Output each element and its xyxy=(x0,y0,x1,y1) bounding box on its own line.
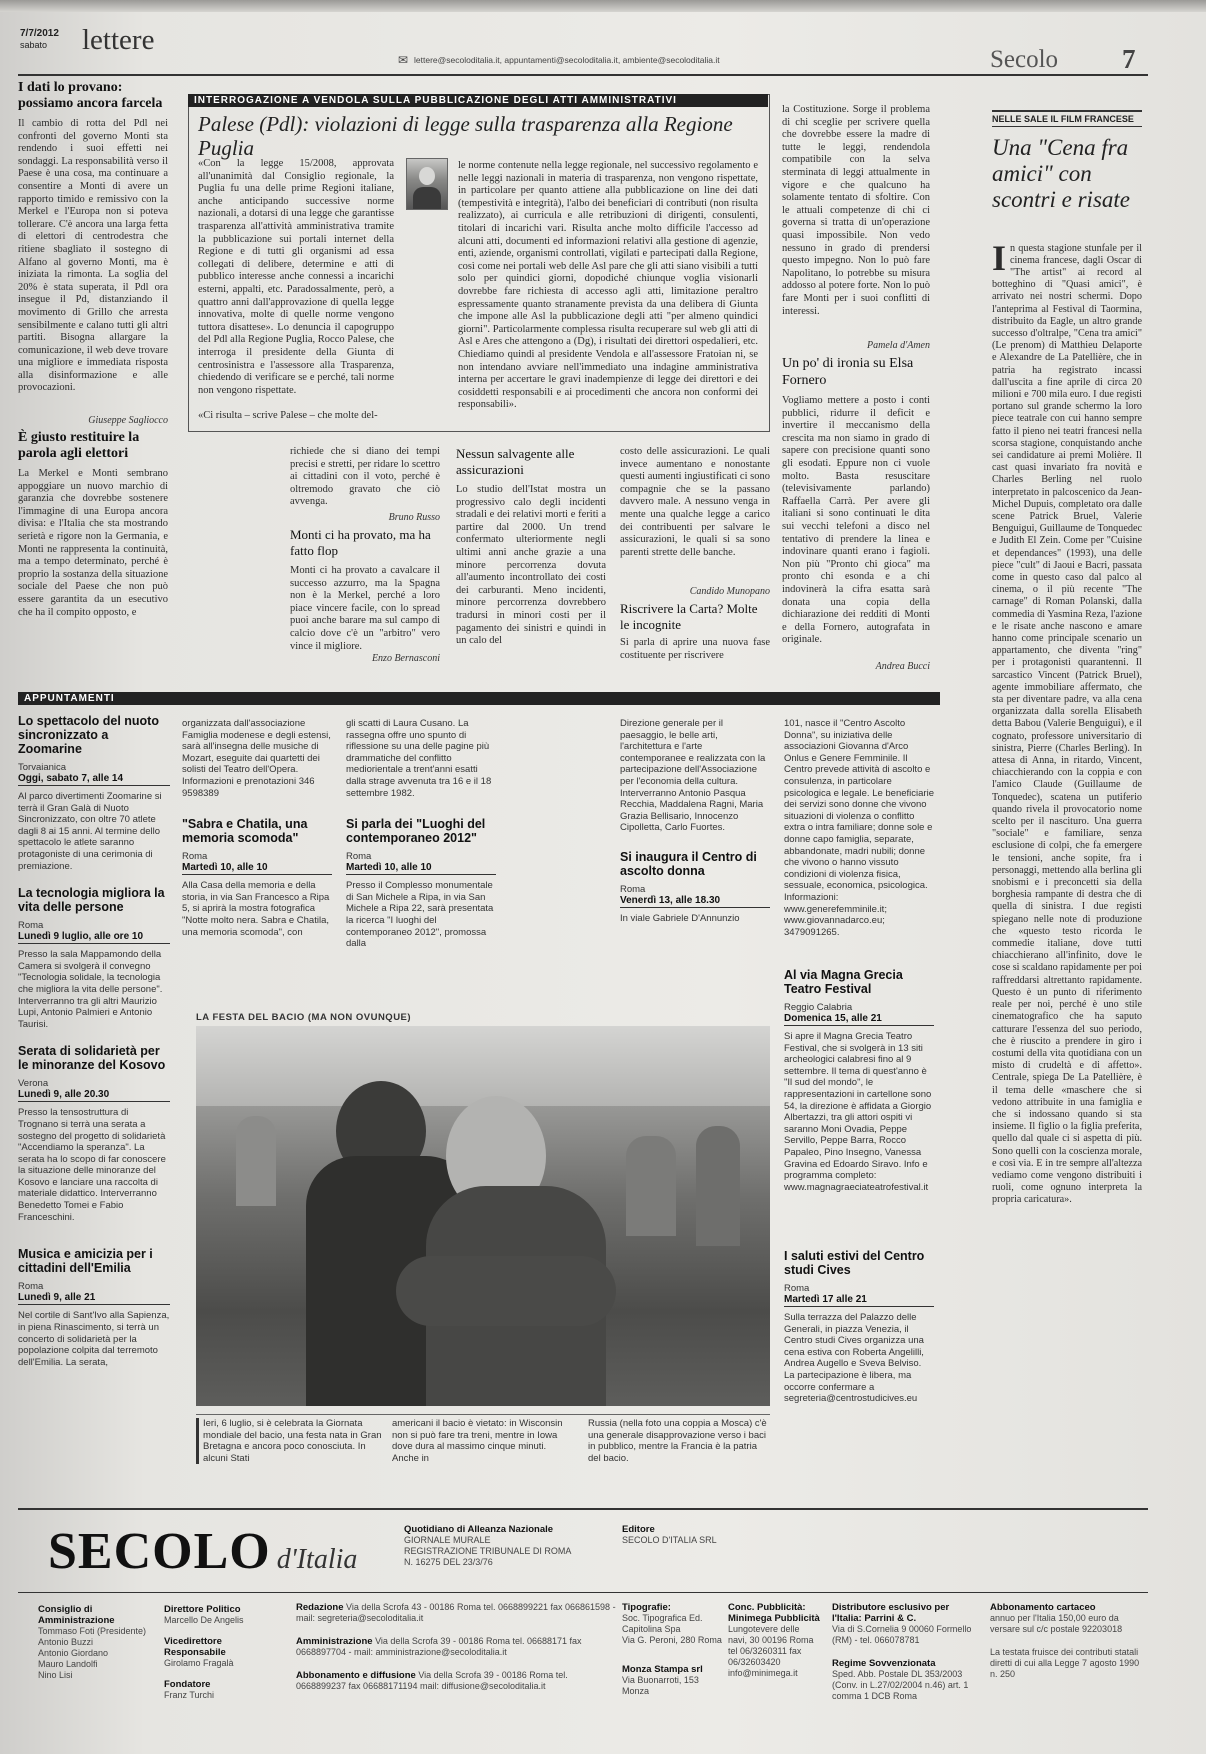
footer-amministrazione-block xyxy=(296,1636,616,1658)
footer-ammin-value: Via della Scrofa 39 - 00186 Roma tel. 06688171 fax 0668897704 - mail: amministrazione@secoloditalia.it xyxy=(296,1636,582,1657)
footer-vice-value: Girolamo Fragalà xyxy=(164,1658,234,1668)
film-title: Una "Cena fra amici" con scontri e risate xyxy=(992,134,1130,212)
mail-icon: ✉ xyxy=(398,53,409,67)
lower-col2-body: Lo studio dell'Istat mostra un progressivo calo degli incidenti stradali e dei relativi morti e feriti a partire dal 2000. Un trend confermato ulteriormente negli ultimi anni anche grazie a una minore percorrenza dovuta all'aumento incontrollato dei costi dei carburanti. Meno incidenti, minore percorrenza dovrebbero tradursi in minori costi per il pagamento dei sinistri e quindi in un calo del xyxy=(456,484,606,647)
appt-body: Alla Casa della memoria e della storia, in via San Francesco a Ripa 5, si aprirà la mostra fotografica "Notte molto nera. Sabra e Chatila, una memoria scomoda", con xyxy=(182,880,330,938)
footer-conc xyxy=(728,1602,820,1679)
appt-date: Martedì 17 alle 21 xyxy=(784,1294,934,1307)
footer-fondatore-value: Franz Turchi xyxy=(164,1690,215,1700)
footer-regime-label: Regime Sovvenzionata xyxy=(832,1658,936,1669)
appt-title: La tecnologia migliora la vita delle persone xyxy=(18,886,165,915)
appt-city: Roma xyxy=(346,851,372,863)
header-emails: lettere@secoloditalia.it, appuntamenti@secoloditalia.it, ambiente@secoloditalia.it xyxy=(414,55,720,65)
footer-distrib-label: Distributore esclusivo per l'Italia: Parrini & C. xyxy=(832,1602,950,1624)
film-body: n questa stagione stunfale per il cinema francese, dagli Oscar di "The artist" ai record al botteghino di "Quasi amici", è arrivato nei nostri schermi. Dopo l'anteprima al Festival di Taormina, distribuito da Eagle, un altro grande successo d'oltralpe, "Cena tra amici" (Le prenom) di Matthieu Delaporte e Alexandre de La Patellière, che in patria ha registrato incassi dall'uscita a fine aprile di circa 20 milioni e 700 mila euro. I due registi portano sul grande schermo la loro piece teatrale con cui hanno sempre fatto il pieno nei teatri francesi nella scorsa stagione, conquistando anche sei candidature ai premi Molière. Il cast quasi invariato fra novità e Charles Berling nel ruolo interpretato in palcoscenico da Jean-Michel Dupuis, completato ora dalle scene Patrick Bruel, Valerie Benguigui, Guillaume de Tonquedec e Judith El Zein. Come per "Cuisine et dependances" (1993), una delle piece "cult" di Jaoui e Bacri, passata come in questo caso dal palco al cinema, o il più recente "The carnage" di Roman Polanski, dalla commedia di Yasmina Reza, l'azione e le risate anche nascono e amare hanno come principale scenario un appartamento, che diventa "ring" per i protagonisti quarantenni. Il sarcastico Vincent (Patrick Bruel), agente immobiliare affermato, che sta per diventare padre, va alla cena organizzata dalla sorella Elisabeth detta Babou (Valerie Benguigui), e il cognato, professore universitario di sinistra, Pierre (Charles Berling). In attesa di Anna, in ritardo, Vincent, chiacchierando con la coppia e con l'amico Claude (Guillaume de Tonquedec), scatena un putiferio quando rivela il provocatorio nome scelto per il nascituro. Una guerra "sociale" e familiare, senza esclusione di colpi, che fa emergere le tensioni, anche sopite, fra i personaggi, mettendo alla berlina gli snobismi e i preconcetti sia della borghesia rampante di destra che di quella di sinistra. I due registi spiegano nelle note di produzione che «questo testo ricorda le commedie italiane, dove tutti chiacchierano all'infinito, dove le cose si scaldano rapidamente per poi raffreddarsi altrettanto rapidamente. Questo è un punto di riferimento reale per noi, perché è uno stile cinematografico che ha saputo catturare l'essenza del suo periodo, che è riuscito a prendere in giro i costumi della vita quotidiana con un misto di crudeltà e di affetto». Centrale, spiega De La Patellière, è il tema delle «maschere che si vedono attribuite in una famiglia e che si indossano quando si sta insieme. Il figlio o la figlia preferita, quello dal quale ci si aspetta di più. Sono quelli con la coscienza morale, e così via. E in tre sempre all'altezza vediamo come vengono distribuiti i ruoli, come ognuno interpreta la propria caricatura». xyxy=(992,242,1142,1206)
appt-title: Si parla dei "Luoghi del contemporaneo 2012" xyxy=(346,817,486,846)
header-rule xyxy=(18,74,1148,76)
footer-consiglio xyxy=(38,1604,148,1681)
photo-caption-rule xyxy=(196,1414,770,1415)
appt-city: Verona xyxy=(18,1078,49,1090)
appt-title: Serata di solidarietà per le minoranze del Kosovo xyxy=(18,1044,166,1073)
footer-abbon-label: Abbonamento e diffusione xyxy=(296,1670,416,1681)
appt-item xyxy=(784,1249,934,1406)
appt-item xyxy=(620,850,770,925)
appt-col3 xyxy=(346,718,496,962)
lower-col1-body: Monti ci ha provato a cavalcare il successo azzurro, ma la Spagna non è la Merkel, perché a loro piace vincere facile, con lo spread puoi anche barare ma sul campo di calcio dove c'è un "arbitro" vero vince il migliore. xyxy=(290,564,440,652)
appt-date: Lunedì 9 luglio, alle ore 10 xyxy=(18,931,170,944)
film-article xyxy=(992,110,1142,1523)
appt-body: Presso la tensostruttura di Trognano si terrà una serata a sostegno del progetto di solidarietà "Accendiamo la speranza". La serata ha lo scopo di far conoscere la situazione delle minoranze del Kosovo e lanciare una raccolta di materiale didattico. Interverranno Benedetto Tomei e Fabio Franceschini. xyxy=(18,1107,166,1223)
main-article-title: Palese (Pdl): violazioni di legge sulla trasparenza alla Regione Puglia xyxy=(198,112,733,160)
appt-item xyxy=(182,817,332,962)
photo-caption-1: Ieri, 6 luglio, si è celebrata la Giornata mondiale del bacio, una festa nata in Gran Bretagna e ancora poco conosciuta. In alcuni Stati xyxy=(196,1418,383,1464)
footer-editor-val: SECOLO D'ITALIA SRL xyxy=(622,1535,717,1545)
photo-kicker: LA FESTA DEL BACIO (MA NON OVUNQUE) xyxy=(196,1012,412,1023)
appt-date: Martedì 10, alle 10 xyxy=(182,862,332,875)
appt-city: Roma xyxy=(620,883,646,895)
col3 xyxy=(782,104,930,672)
footer-direttori xyxy=(164,1604,284,1701)
footer-abbonamento-cartaceo xyxy=(990,1602,1140,1680)
header-date: 7/7/2012 xyxy=(20,28,59,39)
main-article-col1-body: «Con la legge 15/2008, approvata all'unanimità dal Consiglio regionale, la Puglia fu una delle prime Regioni italiane, anche anticipando successive norme nazionali, a dotarsi di una legge che garantisse trasparenza all'attività amministrativa tramite la pubblicazione sui portali internet della Regione e di tutti gli organismi ad essa collegati di delibere, determine e atti di pubblico interesse anche connessi a incarichi esterni, appalti, etc. Paradossalmente, però, a quattro anni dall'approvazione di quella legge innovativa, molte di quelle norme vengono tuttora disattese». Lo denuncia il capogruppo del Pdl alla Regione Puglia, Rocco Palese, che interroga il presidente della Giunta di centrosinistra e l'assessore alla Trasparenza, chiedendo di verificare se e perché, tali norme non vengono rispettate. xyxy=(198,158,394,396)
appt-col4 xyxy=(620,718,770,925)
footer-editor xyxy=(622,1524,772,1546)
col3-signature1: Pamela d'Amen xyxy=(867,340,930,351)
appt-date: Lunedì 9, alle 20.30 xyxy=(18,1089,170,1102)
appt-body: organizzata dall'associazione Famiglia modenese e degli estensi, sarà all'insegna delle musiche di Mozart, eseguite dai quartetti dei solisti del Teatro dell'Opera. Informazioni e prenotazioni 346 9598389 xyxy=(182,718,331,799)
appt-title: Si inaugura il Centro di ascolto donna xyxy=(620,849,757,878)
footer-editor-title: Editore xyxy=(622,1524,655,1535)
footer-logo xyxy=(48,1522,357,1581)
footer-regime-value: Sped. Abb. Postale DL 353/2003 (Conv. in L.27/02/2004 n.46) art. 1 comma 1 DCB Roma xyxy=(832,1669,969,1701)
footer-redazione xyxy=(296,1602,616,1692)
appt-date: Lunedì 9, alle 21 xyxy=(18,1292,170,1305)
appt-item xyxy=(784,968,934,1239)
footer-tipografie xyxy=(622,1602,722,1697)
author-photo xyxy=(406,158,448,210)
footer-distrib xyxy=(832,1602,972,1702)
footer-redazione-label: Redazione xyxy=(296,1602,344,1613)
lower-col1-top: richiede che si diano dei tempi precisi e stretti, per ridare lo scettro ai cittadini con il voto, perché è oltremodo gravato che ciò avvenga. xyxy=(290,446,440,508)
col3-title: Un po' di ironia su Elsa Fornero xyxy=(782,356,914,388)
appt-col2 xyxy=(182,718,332,962)
footer-conc-label: Conc. Pubblicità: Minimega Pubblicità xyxy=(728,1602,820,1624)
appt-item xyxy=(18,886,170,1030)
appt-body: Nel cortile di Sant'Ivo alla Sapienza, in piena Rinascimento, si terrà un concerto di solidarietà per la popolazione colpita dal terremoto dell'Emilia. La serata, xyxy=(18,1310,170,1368)
footer-direttore-value: Marcello De Angelis xyxy=(164,1615,244,1625)
appt-city: Roma xyxy=(18,920,44,932)
film-kicker-rule xyxy=(992,110,1142,112)
letter1-title: I dati lo provano: possiamo ancora farcela xyxy=(18,80,163,111)
appt-city: Torvaianica xyxy=(18,762,67,773)
lower-col2-title: Nessun salvagente alle assicurazioni xyxy=(456,446,575,477)
appt-body: Si apre il Magna Grecia Teatro Festival, che si svolgerà in 13 siti archeologici calabresi fino al 9 settembre. Il tema di quest'anno è "Il sud del mondo", le rappresentazioni in cartellone sono 54, la direzione è affidata a Giorgio Albertazzi, tra gli attori ospiti vi saranno Moni Ovadia, Peppe Servillo, Peppe Barra, Rocco Papaleo, Pino Insegno, Vanessa Gravina ed Edoardo Siravo. Info e programma completo: www.magnagraeciateatrofestival.it xyxy=(784,1031,932,1193)
lower-col3-signature: Candido Munopano xyxy=(689,586,770,597)
appt-date: Oggi, sabato 7, alle 14 xyxy=(18,773,170,786)
appt-col1 xyxy=(18,714,170,1380)
col3-signature2: Andrea Bucci xyxy=(875,661,930,672)
main-article-col2 xyxy=(458,160,758,426)
footer-ammin-label: Amministrazione xyxy=(296,1636,373,1647)
appt-item xyxy=(18,1044,170,1235)
appt-body: Presso il Complesso monumentale di San Michele a Ripa, in via San Michele a Ripa 22, sarà presentata la ricerca "I luoghi del contemporaneo 2012", promossa dalla xyxy=(346,880,494,950)
section-title: lettere xyxy=(82,24,155,56)
footer-abbonamento-block xyxy=(296,1670,616,1692)
main-article-col2-body: le norme contenute nella legge regionale, nel successivo regolamento e nelle leggi nazionali in materia di trasparenza, non vengono rispettate, in particolare per quanto attiene alla pubblicazione on line dei dati (tempestività e integrità), l'albo dei beneficiari di contributi (non risulta realizzato), ai curricula e alle retribuzioni di dirigenti, consulenti, titolari di incarichi vari. Risulta anche molto difficile l'accesso ad alcuni atti, documenti ed informazioni relativi alla gestione di agenzie, enti, aziende, organismi controllati, vigilati e partecipati dalla Regione, così come nei portali web delle Asl pare che gli atti siano visibili a tutti solo per quindici giorni, dopodiché chiunque voglia visionarli dovrebbe fare richiesta di accesso agli atti, limitazione peraltro espressamente quanto stranamente prevista da una delibera di Giunta che impone alle Asl la pubblicazione degli atti "per almeno quindici giorni". Particolarmente complessa risulta recuperare sul web gli atti di Asl e Ares che attengono a (Dg), i risultati dei direttori ospedalieri, etc. Chiediamo quindi al presidente Vendola e all'assessore Fratoian ni, se non intendano avviare nell'immediato una indagine amministrativa interna per accertare le gravi inadempienze di legge dei direttori e dei cosiddetti responsabili e ai procedimenti che ancora non conformi dei responsabili». xyxy=(458,160,758,411)
letter2-title: È giusto restituire la parola agli elettori xyxy=(18,430,140,461)
appt-body: Direzione generale per il paesaggio, le belle arti, l'architettura e l'arte contemporanee e realizzata con la partecipazione dell'Associazione per l'economia della cultura. Interverranno Antonio Pasqua Recchia, Maddalena Ragni, Maria Grazia Bellisario, Innocenzo Cipolletta, Carlo Fuortes. xyxy=(620,718,766,834)
page-number: 7 xyxy=(1122,44,1136,74)
photo-caption-3: Russia (nella foto una coppia a Mosca) c'è una generale disapprovazione verso i baci in pubblico, mentre la Francia è la patria del bacio. xyxy=(588,1418,767,1464)
appointments-bar: APPUNTAMENTI xyxy=(18,692,940,705)
letter1-body: Il cambio di rotta del Pdl nei confronti del governo Monti sta rendendo i suoi effetti nei sondaggi. La responsabilità verso il Paese è una cosa, ma continuare a consentire a Monti di avere un rapporto timido e remissivo con la Merkel e l'Europa non si poteva tollerare. C'è ancora una larga fetta di elettori di centrodestra che ritiene sbagliato il sostegno di Alfano al governo Monti, ma è iniziata la rimonta. La soglia del 20% è stata superata, il Pdl ora insegue il Pd, distanziando il movimento di Grillo che arresta sensibilmente e calano tutti gli altri partiti. Bisogna allargare la comunicazione, il web deve trovare una migliore e immediata risposta alla disinformazione e alle provocazioni. xyxy=(18,118,168,394)
lower-col1 xyxy=(290,446,440,664)
footer-tipografie-label: Tipografie: xyxy=(622,1602,671,1613)
lower-col2 xyxy=(456,446,606,688)
footer-redazione-value: Via della Scrofa 43 - 00186 Roma tel. 0668899221 fax 066861598 - mail: segreteria@secoloditalia.it xyxy=(296,1602,616,1623)
footer-mid-rule xyxy=(18,1592,1148,1593)
appt-item xyxy=(18,714,170,872)
footer-stampa-value: Via Buonarroti, 153 Monza xyxy=(622,1675,699,1696)
lower-col1-title: Monti ci ha provato, ma ha fatto flop xyxy=(290,526,431,558)
col3-body: Vogliamo mettere a posto i conti pubblici, ridurre il deficit e invertire il meccanismo della crescita ma non siamo in grado di sapere con precisione quanti sono gli esodati. Eppure non ci vuole molto. Basta resuscitare (televisivamente parlando) Raffaella Carrà. Per avere gli italiani si sono continuati le dita sui vecchi telefoni a disco nel tentativo di prendere la linea e indovinare quanti erano i fagioli. Non più "Pronto chi gioca" ma pronto chi esonda e a chi indovinerà la cifra esatta sarà donata una copia della dichiarazione dei redditi di Monti e della Fornero, autografata in originale. xyxy=(782,395,930,646)
appt-body: Sulla terrazza del Palazzo delle Generali, in piazza Venezia, il Centro studi Cives organizza una cena estiva con Roberta Angelilli, Andrea Augello e Sveva Belviso. La partecipazione è libera, ma occorre confermare a segreteria@centrostudicives.eu xyxy=(784,1312,924,1405)
appt-title: Al via Magna Grecia Teatro Festival xyxy=(784,968,903,996)
appt-body: In viale Gabriele D'Annunzio xyxy=(620,912,740,924)
lower-col3-title: Riscrivere la Carta? Molte le incognite xyxy=(620,601,758,632)
footer-direttore-label: Direttore Politico xyxy=(164,1604,241,1615)
col3-text-top: la Costituzione. Sorge il problema di chi sceglie per scrivere quella che dovrebbe essere la madre di tutte le leggi, rendendola compatibile con la selva sterminata di leggi attualmente in vigore e che qualcuno ha solamente tentato di sfoltire. Con le attuali competenze di chi ci governa si tratta di un'operazione quasi impossibile. Non vedo nessuno in grado di prendersi questo impegno. Non lo può fare Napolitano, lo potrebbe su misura addosso al potere forte. Non lo può fare Monti per i suoi conflitti di interessi. xyxy=(782,104,930,317)
appt-item xyxy=(18,1247,170,1380)
appt-title: Lo spettacolo del nuoto sincronizzato a Zoomarine xyxy=(18,714,159,756)
appt-city: Roma xyxy=(18,1281,44,1293)
letter1-signature: Giuseppe Sagliocco xyxy=(88,415,168,426)
footer-logo-script: d'Italia xyxy=(276,1544,358,1575)
appt-title: I saluti estivi del Centro studi Cives xyxy=(784,1249,925,1277)
appt-date: Martedì 10, alle 10 xyxy=(346,862,496,875)
footer-abb-cart-value: annuo per l'Italia 150,00 euro da versare sul c/c postale 92203018 xyxy=(990,1613,1123,1634)
appt-title: Musica e amicizia per i cittadini dell'Emilia xyxy=(18,1247,153,1276)
footer-consiglio-value: Tommaso Foti (Presidente) Antonio Buzzi Antonio Giordano Mauro Landolfi Nino Lisi xyxy=(38,1626,147,1680)
appt-body: Presso la sala Mappamondo della Camera si svolgerà il convegno "Tecnologia solidale, la tecnologia che migliora la vita delle persone". Interverranno tra gli altri Maurizio Lupi, Antonio Palmieri e Antonio Taurisi. xyxy=(18,949,163,1030)
letter2-body: La Merkel e Monti sembrano appoggiare un nuovo marchio di garanzia che dovrebbe sostenere l'immagine di una Europa ancora divisa: e l'Italia che sta mostrando serietà e rigore non la Germania, e Monti ne rappresenta la continuità, ma a tempo determinato, perché è proprio la sostanza della situazione sociale del Paese che non può essere garantita da un esecutivo che ha il compito opposto, e xyxy=(18,468,168,618)
photo-caption-2: americani il bacio è vietato: in Wisconsin non si può fare tra treni, mentre in Iowa dove dura al massimo cinque minuti. Anche in xyxy=(392,1418,563,1464)
appt-date: Domenica 15, alle 21 xyxy=(784,1013,934,1026)
film-kicker: NELLE SALE IL FILM FRANCESE xyxy=(992,113,1134,124)
lower-col3-body: Si parla di aprire una nuova fase costituente per riscrivere xyxy=(620,637,770,661)
appt-body: gli scatti di Laura Cusano. La rassegna offre uno spunto di riflessione su una delle pagine più drammatiche del conflitto mediorientale a trent'anni esatti dalla strage avvenuta tra 16 e il 18 settembre 1982. xyxy=(346,718,492,799)
footer-stampa-label: Monza Stampa srl xyxy=(622,1664,703,1675)
footer-top-rule xyxy=(18,1508,1148,1510)
footer-publisher xyxy=(404,1524,604,1568)
top-edge xyxy=(0,0,1206,12)
header-weekday: sabato xyxy=(20,40,48,50)
main-article-kicker: INTERROGAZIONE A VENDOLA SULLA PUBBLICAZIONE DEGLI ATTI AMMINISTRATIVI xyxy=(188,94,768,107)
appt-body: 101, nasce il "Centro Ascolto Donna", su iniziativa delle associazioni Giovanna d'Arco Onlus e Genere Femminile. Il Centro prevede attività di ascolto e consulenza, in particolare psicologica e legale. Le beneficiarie dei servizi sono donne che vivono situazioni di violenza o conflitto extra o intra familiare; donne sole e donne capo famiglia, separate, abbandonate, madri nubili; donne che vivono o hanno vissuto condizioni di violenza fisica, sessuale, economica, psicologica. Informazioni: www.generefemminile.it; www.giovannadarco.eu; 3479091265. xyxy=(784,718,934,938)
appt-city: Roma xyxy=(182,851,208,863)
appt-city: Roma xyxy=(784,1283,810,1294)
footer-publisher-sub: GIORNALE MURALE REGISTRAZIONE TRIBUNALE DI ROMA N. 16275 DEL 23/3/76 xyxy=(404,1535,572,1567)
appt-date: Venerdì 13, alle 18.30 xyxy=(620,895,770,908)
footer-distrib-value: Via di S.Cornelia 9 00060 Formello (RM) - tel. 066078781 xyxy=(832,1624,972,1645)
appt-item xyxy=(346,817,496,962)
footer-publisher-title: Quotidiano di Alleanza Nazionale xyxy=(404,1524,554,1535)
left-letters xyxy=(18,80,168,650)
footer-conc-value: Lungotevere delle navi, 30 00196 Roma tel 06/3260311 fax 06/32603420 info@minimega.it xyxy=(728,1624,814,1678)
appt-city: Reggio Calabria xyxy=(784,1002,853,1013)
footer-vice-label: Vicedirettore Responsabile xyxy=(164,1636,226,1658)
lower-col1-signature2: Enzo Bernasconi xyxy=(371,652,440,664)
footer-abb-cart-label: Abbonamento cartaceo xyxy=(990,1602,1096,1613)
lower-col1-signature: Bruno Russo xyxy=(388,511,440,523)
appt-col5 xyxy=(784,718,934,1406)
footer-testata-note: La testata fruisce dei contributi statali diretti di cui alla Legge 7 agosto 1990 n. 250 xyxy=(990,1647,1140,1679)
kiss-photo xyxy=(196,1026,770,1406)
film-body-wrap xyxy=(992,243,1142,1523)
film-kicker-rule-bottom xyxy=(992,126,1142,127)
main-article-col1 xyxy=(198,158,394,423)
main-article-col1-end: «Ci risulta – scrive Palese – che molte del- xyxy=(198,410,378,421)
footer-redazione-block xyxy=(296,1602,616,1624)
footer-fondatore-label: Fondatore xyxy=(164,1679,211,1690)
footer-abbon-value: Via della Scrofa 39 - 00186 Roma tel. 0668899237 fax 06688171194 mail: diffusione@secoloditalia.it xyxy=(296,1670,568,1691)
lower-col3-top: costo delle assicurazioni. Le quali invece aumentano e nonostante questi aumenti ingiustificati ci sono compagnie che se la passano davvero male. A nessuno venga in mente una qualche legge a carico dei contribuenti per salvare le assicurazioni, le quali si sa sono parenti strette delle banche. xyxy=(620,446,770,558)
lower-col3 xyxy=(620,446,770,663)
appt-body: Al parco divertimenti Zoomarine si terrà il Gran Galà di Nuoto Sincronizzato, con oltre 70 atlete dagli 8 ai 15 anni. Al termine dello spettacolo le atlete saranno protagoniste di una cerimonia di premiazione. xyxy=(18,791,162,872)
film-dropcap: I xyxy=(992,242,1007,278)
footer-consiglio-label: Consiglio di Amministrazione xyxy=(38,1604,115,1626)
footer-tipografie-value: Soc. Tipografica Ed. Capitolina Spa Via G. Peroni, 280 Roma xyxy=(622,1613,722,1645)
footer-logo-text: SECOLO xyxy=(48,1523,271,1580)
masthead-small: Secolo xyxy=(990,46,1059,73)
appt-title: "Sabra e Chatila, una memoria scomoda" xyxy=(182,817,308,846)
